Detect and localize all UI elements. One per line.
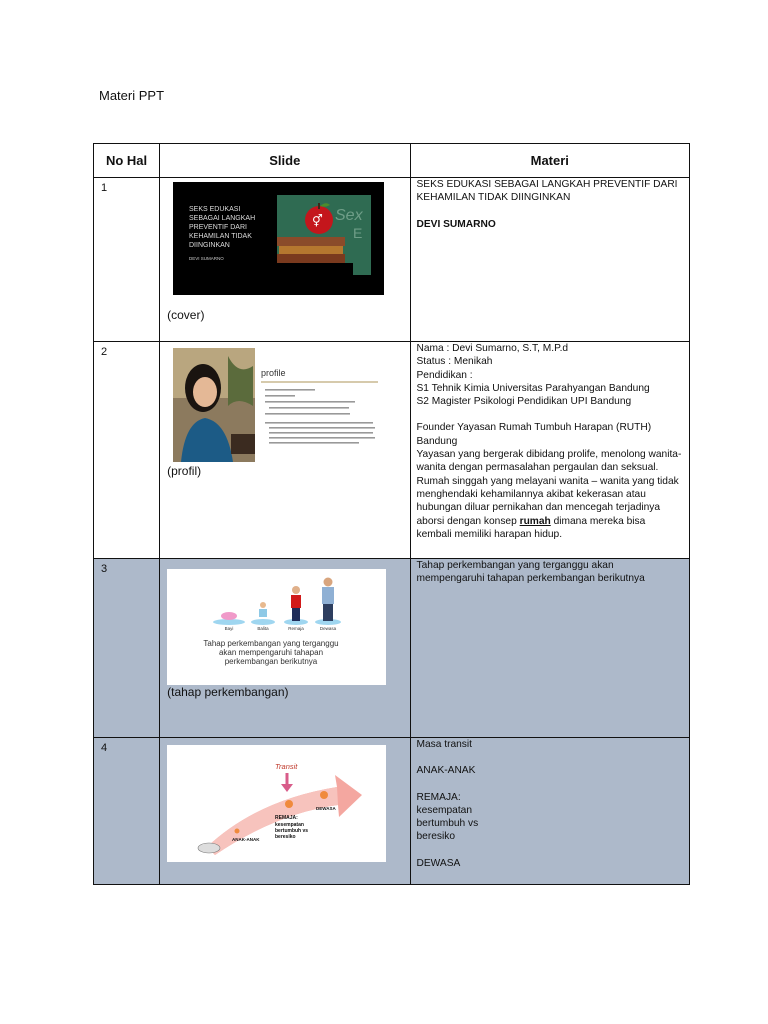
svg-text:beresiko: beresiko xyxy=(275,834,296,840)
materi-line: Pendidikan : xyxy=(416,369,473,381)
slide-title-line: SEKS EDUKASI xyxy=(189,206,241,213)
svg-text:DEWASA: DEWASA xyxy=(316,806,336,811)
slide-thumbnail-profile xyxy=(173,348,383,462)
materi-description: Yayasan yang bergerak dibidang prolife, menolong wanita-wanita dengan permasalahan pergaulan dan seksual. Rumah singgah yang melayani wanita – wanita yang tidak menghendaki kehamilannya akibat kekerasan atau hubungan diluar pernikahan dan mencegah terjadinya aborsi dengan konsep rumah dimana mereka bisa kembali memiliki harapan hidup. xyxy=(416,449,682,540)
row-number: 1 xyxy=(94,178,160,342)
svg-text:E: E xyxy=(353,225,363,241)
slide-title-line: PREVENTIF DARI xyxy=(189,224,248,231)
svg-text:Tahap perkembangan yang tergan: Tahap perkembangan yang terganggu xyxy=(203,639,339,648)
slide-thumbnail-cover xyxy=(173,182,384,295)
svg-text:bertumbuh vs: bertumbuh vs xyxy=(275,828,309,834)
svg-text:perkembangan berikutnya: perkembangan berikutnya xyxy=(224,657,318,666)
slide-author: DEVI SUMARNO xyxy=(189,256,224,261)
slides-table xyxy=(93,143,690,885)
row-number: 2 xyxy=(94,342,160,559)
table-header-row xyxy=(94,144,690,178)
materi-title: SEKS EDUKASI SEBAGAI LANGKAH PREVENTIF DARI KEHAMILAN TIDAK DIINGINKAN xyxy=(416,179,678,204)
slide-cell xyxy=(160,178,410,342)
materi-line: Masa transit xyxy=(416,739,472,750)
slide-cell xyxy=(160,342,410,559)
svg-text:Balita: Balita xyxy=(257,626,269,631)
svg-text:Transit: Transit xyxy=(275,762,298,771)
slide-caption: (tahap perkembangan) xyxy=(167,685,289,699)
materi-author: DEVI SUMARNO xyxy=(416,218,496,230)
materi-line: S1 Tehnik Kimia Universitas Parahyangan Bandung xyxy=(416,382,650,394)
slide-heading: profile xyxy=(261,368,286,378)
materi-cell xyxy=(410,559,689,738)
svg-text:ANAK-ANAK: ANAK-ANAK xyxy=(232,837,260,842)
row-number: 4 xyxy=(94,738,160,885)
teen-figure xyxy=(291,595,301,608)
svg-text:Remaja: Remaja xyxy=(288,626,304,631)
materi-founder: Founder Yayasan Rumah Tumbuh Harapan (RUTH) Bandung xyxy=(416,422,652,447)
table-row xyxy=(94,559,690,738)
toddler-figure xyxy=(259,609,267,617)
materi-line: DEWASA xyxy=(416,857,461,869)
table-row xyxy=(94,342,690,559)
materi-line: ANAK-ANAK xyxy=(416,765,476,777)
slide-thumbnail-transit xyxy=(167,745,386,862)
slide-caption: (profil) xyxy=(167,464,202,478)
baby-icon xyxy=(198,843,220,853)
materi-line: S2 Magister Psikologi Pendidikan UPI Bandung xyxy=(416,396,632,408)
slide-title-line: DIINGINKAN xyxy=(189,242,230,249)
svg-text:Dewasa: Dewasa xyxy=(319,626,337,631)
svg-text:Bayi: Bayi xyxy=(224,626,234,631)
slide-title-line: KEHAMILAN TIDAK xyxy=(189,233,252,240)
header-no-hal: No Hal xyxy=(94,144,160,178)
materi-emphasis: rumah xyxy=(519,515,551,527)
baby-figure xyxy=(221,612,237,620)
row-number: 3 xyxy=(94,559,160,738)
slide-title-line: SEBAGAI LANGKAH xyxy=(189,215,256,222)
materi-line: kesempatan xyxy=(416,804,473,816)
materi-line: REMAJA: xyxy=(416,791,461,803)
materi-cell xyxy=(410,342,689,559)
materi-line: Status : Menikah xyxy=(416,356,493,368)
materi-cell xyxy=(410,178,689,342)
materi-line: beresiko xyxy=(416,831,456,843)
slide-cell xyxy=(160,738,410,885)
svg-text:REMAJA:: REMAJA: xyxy=(275,815,298,821)
materi-cell xyxy=(410,738,689,885)
header-materi: Materi xyxy=(410,144,689,178)
svg-text:kesempatan: kesempatan xyxy=(275,822,305,828)
adult-figure xyxy=(322,587,334,604)
slide-cell xyxy=(160,559,410,738)
svg-text:akan mempengaruhi tahapan: akan mempengaruhi tahapan xyxy=(219,648,324,657)
slide-caption: (cover) xyxy=(167,308,205,322)
materi-line: Nama : Devi Sumarno, S.T, M.P.d xyxy=(416,343,569,354)
table-row xyxy=(94,178,690,342)
header-slide: Slide xyxy=(160,144,410,178)
svg-text:Sex: Sex xyxy=(335,207,363,224)
svg-text:⚥: ⚥ xyxy=(312,214,323,228)
document-title: Materi PPT xyxy=(99,88,165,103)
materi-line: bertumbuh vs xyxy=(416,818,479,830)
slide-thumbnail-stages xyxy=(167,569,386,685)
table-row xyxy=(94,738,690,885)
materi-text: Tahap perkembangan yang terganggu akan mempengaruhi tahapan perkembangan berikutnya xyxy=(416,560,645,585)
